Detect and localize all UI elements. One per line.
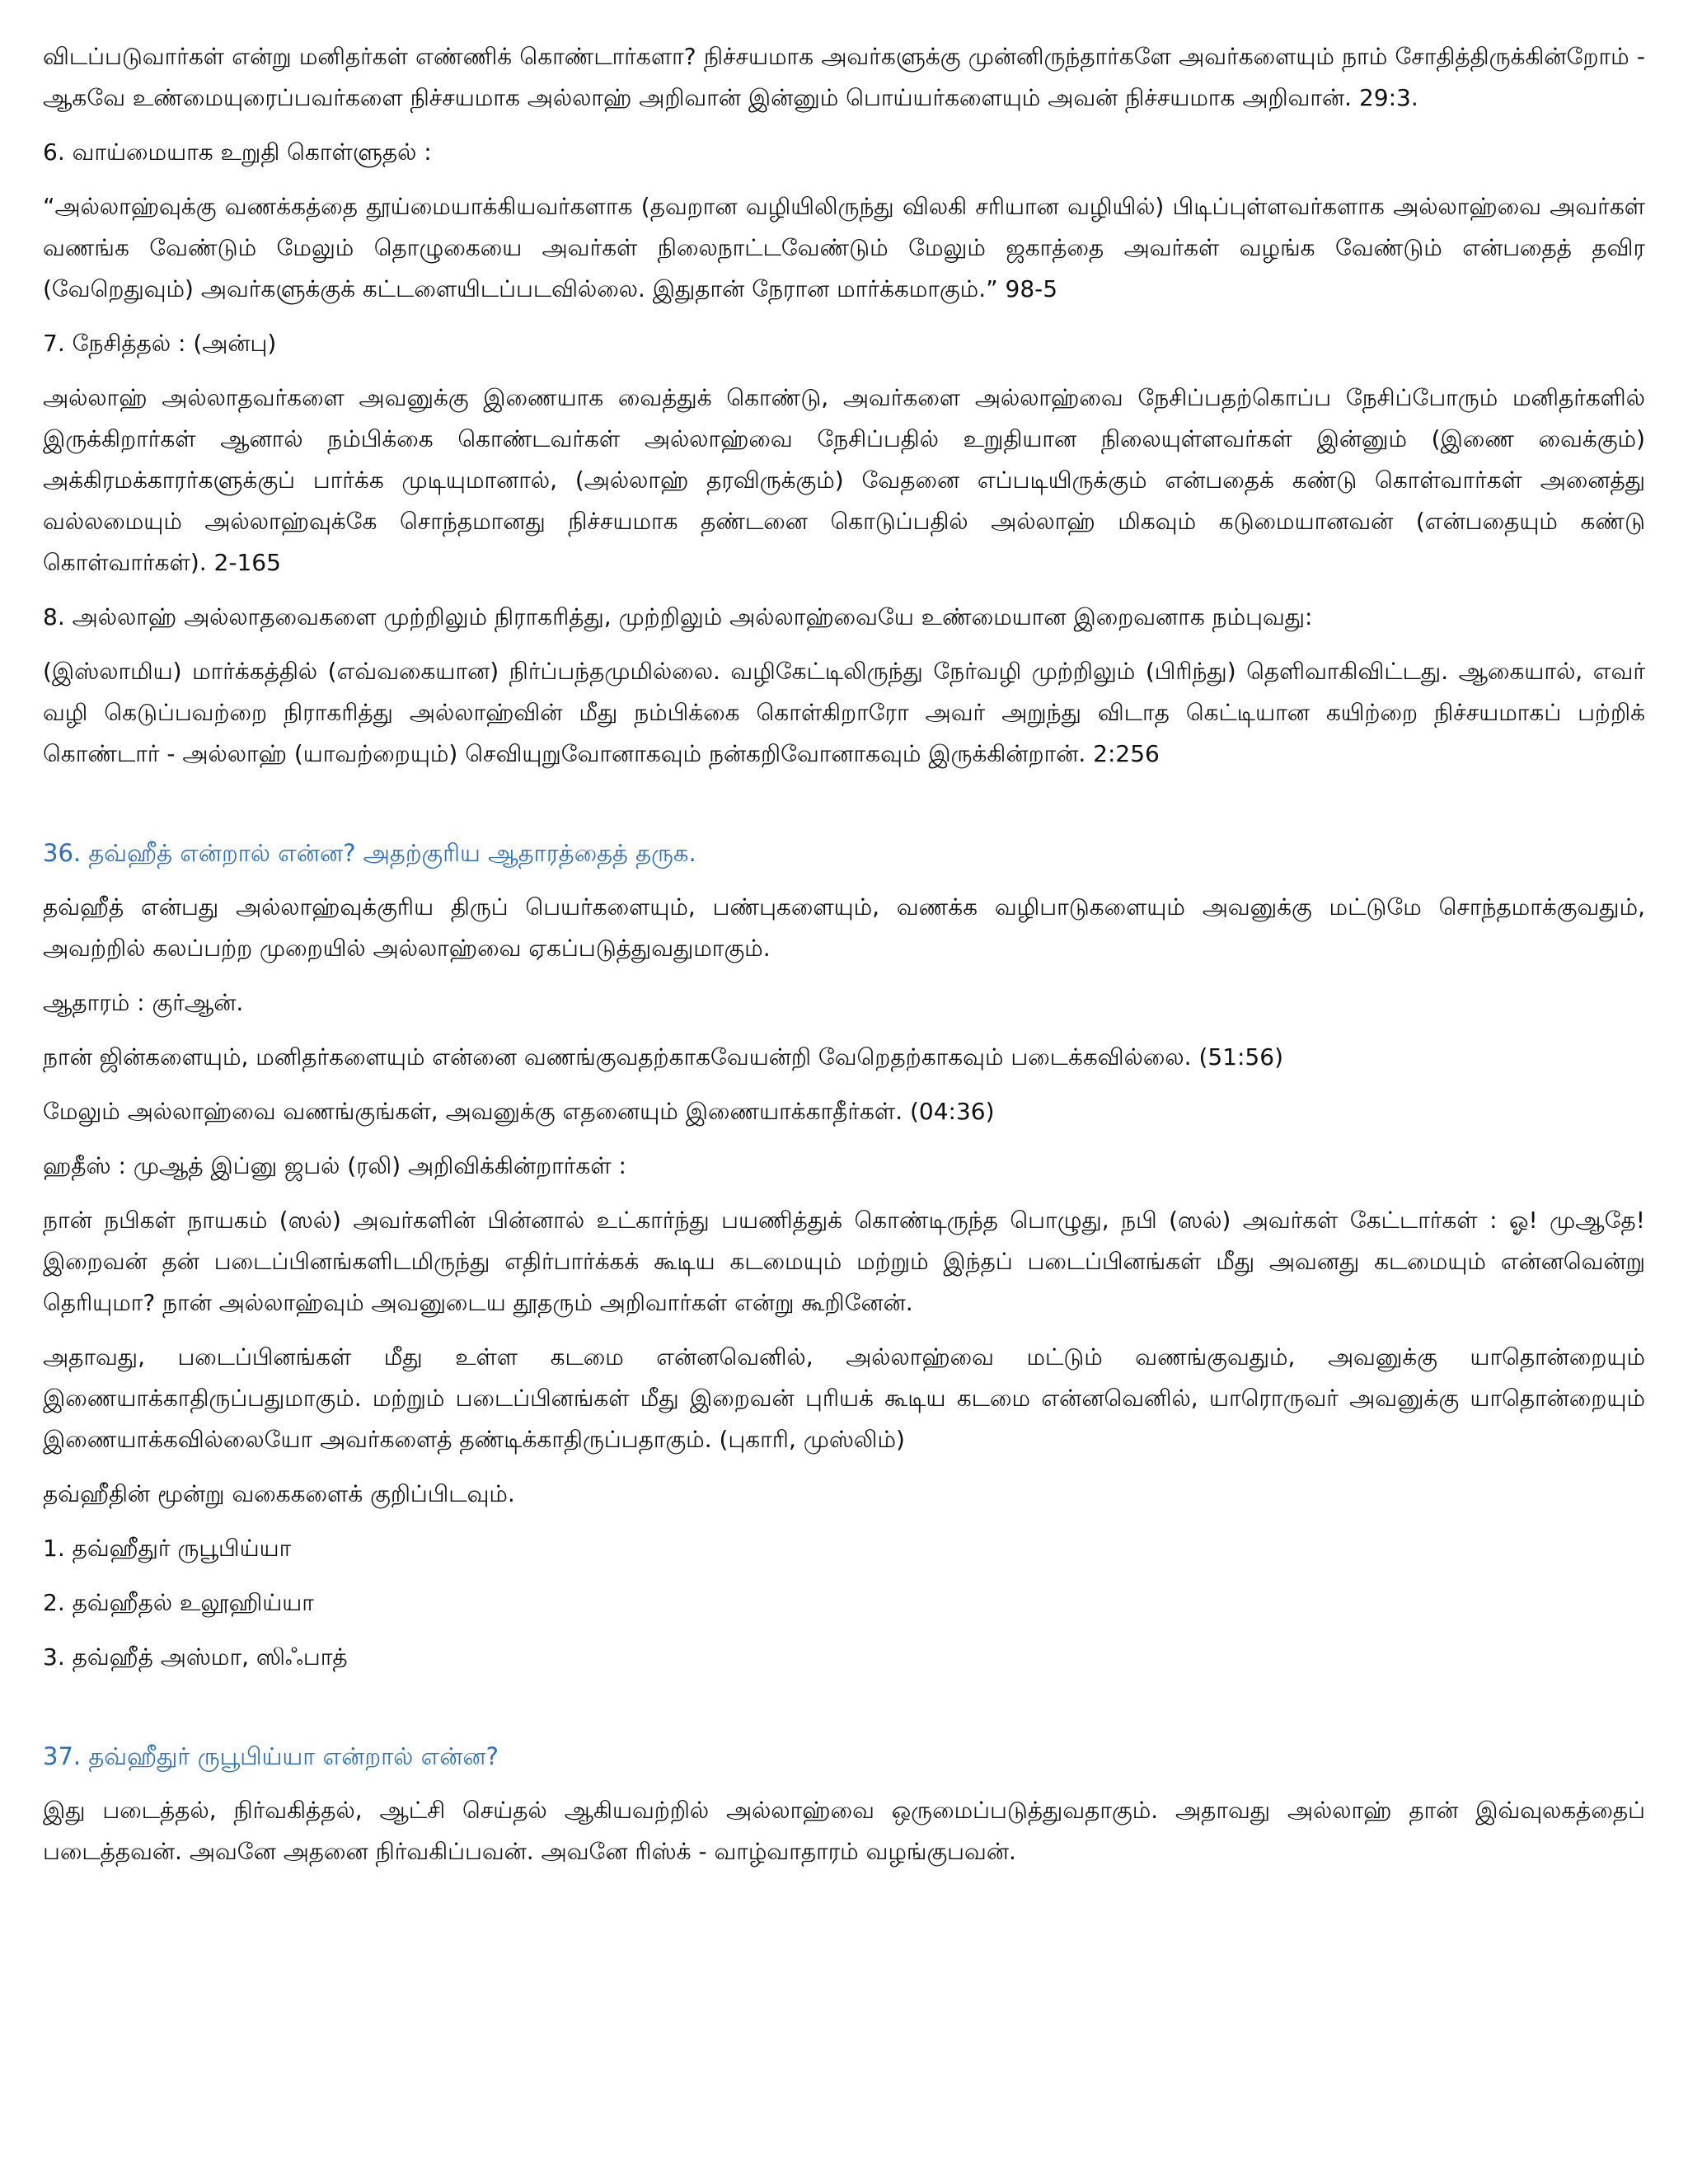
point-8-heading: 8. அல்லாஹ் அல்லாதவைகளை முற்றிலும் நிராகரித்து, முற்றிலும் அல்லாஹ்வையே உண்மையான இறைவனாக நம்புவது: bbox=[43, 603, 1313, 630]
section-36-heading: 36. தவ்ஹீத் என்றால் என்ன? அதற்குரிய ஆதாரத்தைத் தருக. bbox=[43, 839, 696, 867]
list-item: 2. தவ்ஹீதல் உலூஹிய்யா bbox=[43, 1589, 314, 1616]
paragraph-verse-29-3: விடப்படுவார்கள் என்று மனிதர்கள் எண்ணிக் கொண்டார்களா? நிச்சயமாக அவர்களுக்கு முன்னிருந்தார்களே அவர்களையும் நாம் சோதித்திருக்கின்றோம் - ஆகவே உண்மையுரைப்பவர்களை நிச்சயமாக அல்லாஹ் அறிவான் இன்னும் பொய்யர்களையும் அவன் நிச்சயமாக அறிவான். 29:3. bbox=[43, 43, 1645, 111]
hadith-text: நான் நபிகள் நாயகம் (ஸல்) அவர்களின் பின்னால் உட்கார்ந்து பயணித்துக் கொண்டிருந்த பொழுது, நபி (ஸல்) அவர்கள் கேட்டார்கள் : ஓ! முஆதே! இறைவன் தன் படைப்பினங்களிடமிருந்து எதிர்பார்க்கக் கூடிய கடமையும் மற்றும் இந்தப் படைப்பினங்கள் மீது அவனது கடமையும் என்னவென்று தெரியுமா? நான் அல்லாஹ்வும் அவனுடைய தூதரும் அறிவார்கள் என்று கூறினேன். bbox=[43, 1207, 1645, 1316]
section-37-heading: 37. தவ்ஹீதுர் ருபூபிய்யா என்றால் என்ன? bbox=[43, 1742, 499, 1770]
hadith-explanation: அதாவது, படைப்பினங்கள் மீது உள்ள கடமை என்னவெனில், அல்லாஹ்வை மட்டும் வணங்குவதும், அவனுக்கு யாதொன்றையும் இணையாக்காதிருப்பதுமாகும். மற்றும் படைப்பினங்கள் மீது இறைவன் புரியக் கூடிய கடமை என்னவெனில், யாரொருவர் அவனுக்கு யாதொன்றையும் இணையாக்கவில்லையோ அவர்களைத் தண்டிக்காதிருப்பதாகும். (புகாரி, முஸ்லிம்) bbox=[43, 1343, 1645, 1453]
section-36-definition: தவ்ஹீத் என்பது அல்லாஹ்வுக்குரிய திருப் பெயர்களையும், பண்புகளையும், வணக்க வழிபாடுகளையும் அவனுக்கு மட்டுமே சொந்தமாக்குவதும், அவற்றில் கலப்பற்ற முறையில் அல்லாஹ்வை ஏகப்படுத்துவதுமாகும். bbox=[43, 893, 1645, 962]
list-item: 1. தவ்ஹீதுர் ருபூபிய்யா bbox=[43, 1535, 292, 1562]
evidence-quran-label: ஆதாரம் : குர்ஆன். bbox=[43, 989, 244, 1016]
section-37-text: இது படைத்தல், நிர்வகித்தல், ஆட்சி செய்தல் ஆகியவற்றில் அல்லாஹ்வை ஒருமைப்படுத்துவதாகும். அதாவது அல்லாஹ் தான் இவ்வுலகத்தைப் படைத்தவன். அவனே அதனை நிர்வகிப்பவன். அவனே ரிஸ்க் - வாழ்வாதாரம் வழங்குபவன். bbox=[43, 1797, 1645, 1865]
paragraph-verse-2-165: அல்லாஹ் அல்லாதவர்களை அவனுக்கு இணையாக வைத்துக் கொண்டு, அவர்களை அல்லாஹ்வை நேசிப்பதற்கொப்ப நேசிப்போரும் மனிதர்களில் இருக்கிறார்கள் ஆனால் நம்பிக்கை கொண்டவர்கள் அல்லாஹ்வை நேசிப்பதில் உறுதியான நிலையுள்ளவர்கள் இன்னும் (இணை வைக்கும்) அக்கிரமக்காரர்களுக்குப் பார்க்க முடியுமானால், (அல்லாஹ் தரவிருக்கும்) வேதனை எப்படியிருக்கும் என்பதைக் கண்டு கொள்வார்கள் அனைத்து வல்லமையும் அல்லாஹ்வுக்கே சொந்தமானது நிச்சயமாக தண்டனை கொடுப்பதில் அல்லாஹ் மிகவும் கடுமையானவன் (என்பதையும் கண்டு கொள்வார்கள்). 2-165 bbox=[43, 384, 1645, 576]
list-item: 3. தவ்ஹீத் அஸ்மா, ஸிஃபாத் bbox=[43, 1643, 348, 1671]
paragraph-verse-98-5: “அல்லாஹ்வுக்கு வணக்கத்தை தூய்மையாக்கியவர்களாக (தவறான வழியிலிருந்து விலகி சரியான வழியில்) பிடிப்புள்ளவர்களாக அல்லாஹ்வை அவர்கள் வணங்க வேண்டும் மேலும் தொழுகையை அவர்கள் நிலைநாட்டவேண்டும் மேலும் ஜகாத்தை அவர்கள் வழங்க வேண்டும் என்பதைத் தவிர (வேறெதுவும்) அவர்களுக்குக் கட்டளையிடப்படவில்லை. இதுதான் நேரான மார்க்கமாகும்.” 98-5 bbox=[43, 193, 1645, 302]
point-7-heading: 7. நேசித்தல் : (அன்பு) bbox=[43, 330, 277, 357]
verse-51-56: நான் ஜின்களையும், மனிதர்களையும் என்னை வணங்குவதற்காகவேயன்றி வேறெதற்காகவும் படைக்கவில்லை. (51:56) bbox=[43, 1043, 1283, 1071]
verse-04-36: மேலும் அல்லாஹ்வை வணங்குங்கள், அவனுக்கு எதனையும் இணையாக்காதீர்கள். (04:36) bbox=[43, 1098, 995, 1125]
three-types-prompt: தவ்ஹீதின் மூன்று வகைகளைக் குறிப்பிடவும். bbox=[43, 1480, 515, 1507]
point-6-heading: 6. வாய்மையாக உறுதி கொள்ளுதல் : bbox=[43, 138, 432, 166]
hadith-label: ஹதீஸ் : முஆத் இப்னு ஜபல் (ரலி) அறிவிக்கின்றார்கள் : bbox=[43, 1152, 626, 1179]
paragraph-verse-2-256: (இஸ்லாமிய) மார்க்கத்தில் (எவ்வகையான) நிர்ப்பந்தமுமில்லை. வழிகேட்டிலிருந்து நேர்வழி முற்றிலும் (பிரிந்து) தெளிவாகிவிட்டது. ஆகையால், எவர் வழி கெடுப்பவற்றை நிராகரித்து அல்லாஹ்வின் மீது நம்பிக்கை கொள்கிறாரோ அவர் அறுந்து விடாத கெட்டியான கயிற்றை நிச்சயமாகப் பற்றிக் கொண்டார் - அல்லாஹ் (யாவற்றையும்) செவியுறுவோனாகவும் நன்கறிவோனாகவும் இருக்கின்றான். 2:256 bbox=[43, 658, 1645, 767]
